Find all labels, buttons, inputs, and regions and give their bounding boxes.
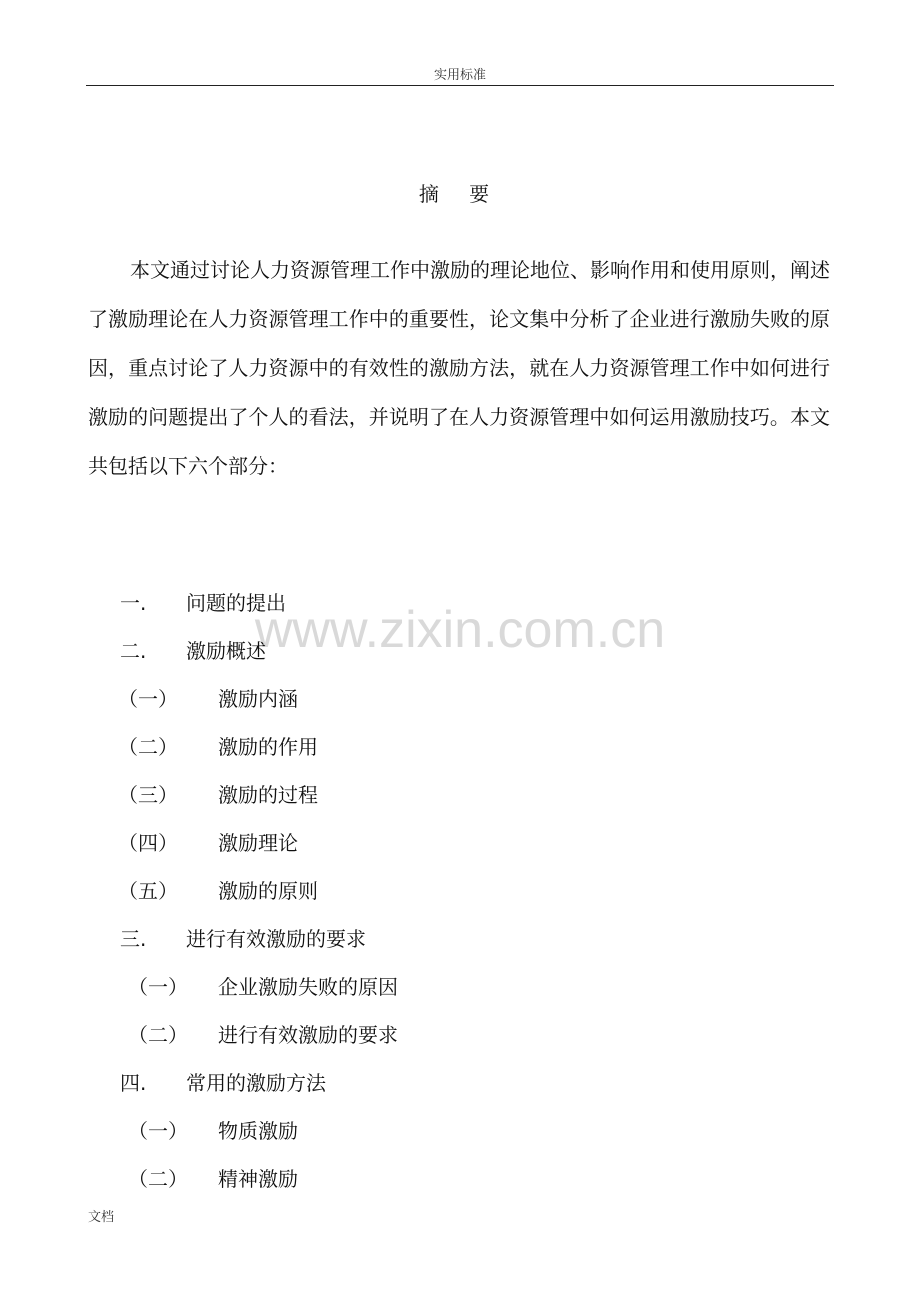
toc-item-number: （三） (118, 783, 178, 807)
toc-item-label: 企业激励失败的原因 (218, 975, 398, 999)
page-footer: 文档 (88, 1210, 115, 1225)
toc-item-number: （二） (118, 735, 178, 759)
toc-item-label: 激励的作用 (218, 735, 318, 759)
toc-item-number: （四） (118, 831, 178, 855)
toc-item-number: 四. (120, 1071, 147, 1095)
toc-item-label: 精神激励 (218, 1167, 298, 1191)
toc-item-number: （二） (128, 1023, 188, 1047)
toc-item-label: 进行有效激励的要求 (218, 1023, 398, 1047)
toc-item-number: （一） (128, 975, 188, 999)
toc-item-number: （一） (128, 1119, 188, 1143)
toc-item-number: （一） (118, 687, 178, 711)
toc-item-label: 激励概述 (186, 639, 266, 663)
toc-item-label: 激励内涵 (218, 687, 298, 711)
abstract-body: 本文通过讨论人力资源管理工作中激励的理论地位、影响作用和使用原则，阐述了激励理论在人力资源管理工作中的重要性，论文集中分析了企业进行激励失败的原因，重点讨论了人力资源中的有效性的激励方法，就在人力资源管理工作中如何进行激励的问题提出了个人的看法，并说明了在人力资源管理中如何运用激励技巧。本文共包括以下六个部分： (88, 258, 830, 478)
toc-item-label: 激励的原则 (218, 879, 318, 903)
toc-item-label: 激励的过程 (218, 783, 318, 807)
toc-item-label: 激励理论 (218, 831, 298, 855)
page-header: 实用标准 (433, 68, 486, 83)
toc-item-number: 二. (120, 639, 147, 663)
toc-item-label: 常用的激励方法 (186, 1071, 326, 1095)
toc-item-label: 进行有效激励的要求 (186, 927, 366, 951)
abstract-title: 摘 要 (418, 182, 502, 206)
toc-item-label: 物质激励 (218, 1119, 298, 1143)
toc-item-number: （二） (128, 1167, 188, 1191)
toc-item-number: （五） (118, 879, 178, 903)
toc-item-number: 一. (120, 591, 147, 615)
watermark: www.zixin.com.cn (254, 601, 666, 659)
toc-item-number: 三. (120, 927, 147, 951)
toc-item-label: 问题的提出 (186, 591, 286, 615)
